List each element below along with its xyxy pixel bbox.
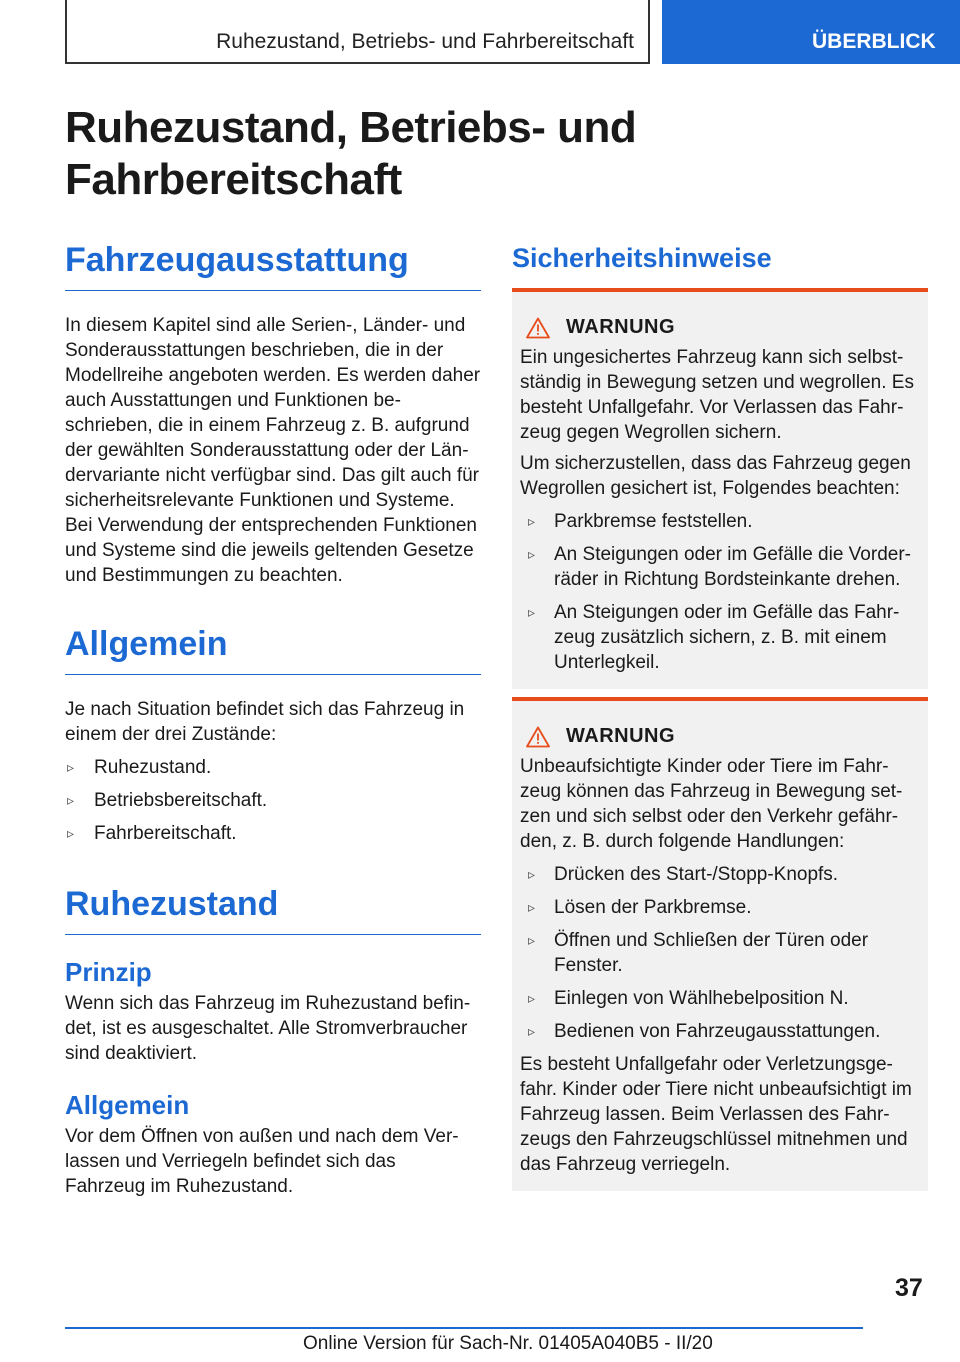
warning-label: WARNUNG bbox=[566, 316, 676, 338]
heading-ruhezustand: Ruhezustand bbox=[65, 884, 481, 935]
warning-text: Unbeaufsichtigte Kinder oder Tiere im Fahrzeug können das Fahrzeug in Bewegung setzen und sich selbst oder den Verkehr gefährden, z. B. durch folgende Handlungen: bbox=[520, 756, 903, 852]
warning-divider bbox=[512, 689, 928, 701]
list-item: ▹ Fahrbereitschaft. bbox=[67, 823, 237, 844]
list-item: ▹ Parkbremse feststellen. bbox=[528, 511, 753, 532]
warning-header bbox=[520, 316, 920, 339]
heading-allgemein-ruhezustand: Allgemein bbox=[65, 1090, 190, 1120]
triangle-bullet-icon: ▹ bbox=[67, 825, 75, 841]
text-prinzip: Wenn sich das Fahrzeug im Ruhezustand befindet, ist es ausgeschaltet. Alle Stromverbraucher sind deaktiviert. bbox=[65, 993, 471, 1064]
heading-prinzip: Prinzip bbox=[65, 957, 152, 987]
list-item: ▹ Betriebsbereitschaft. bbox=[67, 790, 268, 811]
heading-fahrzeugausstattung: Fahrzeugausstattung bbox=[65, 240, 481, 291]
list-item: ▹ Bedienen von Fahrzeugausstattungen. bbox=[528, 1021, 881, 1042]
warning-triangle-icon bbox=[526, 726, 550, 748]
triangle-bullet-icon: ▹ bbox=[67, 792, 75, 808]
warning-header bbox=[520, 725, 920, 748]
header-chapter-tab[interactable] bbox=[662, 0, 960, 64]
page-title-line-2: Fahrbereitschaft bbox=[65, 155, 402, 204]
triangle-bullet-icon: ▹ bbox=[528, 604, 536, 620]
right-column bbox=[512, 240, 928, 1191]
warning-box-2 bbox=[512, 701, 928, 1191]
warning-label: WARNUNG bbox=[566, 725, 676, 747]
page-title bbox=[65, 102, 765, 206]
list-item: ▹ Ruhezustand. bbox=[67, 757, 212, 778]
footer-version-text: Online Version für Sach-Nr. 01405A040B5 - II/20 bbox=[303, 1333, 713, 1354]
heading-allgemein: Allgemein bbox=[65, 624, 481, 675]
list-item: ▹ Lösen der Parkbremse. bbox=[528, 897, 752, 918]
triangle-bullet-icon: ▹ bbox=[67, 759, 75, 775]
list-item: ▹ An Steigungen oder im Gefälle das Fahrzeug zusätzlich sichern, z. B. mit einem Unterlegkeil. bbox=[528, 602, 900, 673]
page-number: 37 bbox=[895, 1274, 923, 1302]
list-zustaende bbox=[65, 755, 481, 846]
triangle-bullet-icon: ▹ bbox=[528, 932, 536, 948]
triangle-bullet-icon: ▹ bbox=[528, 866, 536, 882]
warning-text: Um sicherzustellen, dass das Fahrzeug gegen Wegrollen gesichert ist, Folgendes beachten: bbox=[520, 453, 911, 499]
list-item: ▹ Drücken des Start-/Stopp-Knopfs. bbox=[528, 864, 839, 885]
text-allgemein: Je nach Situation befindet sich das Fahrzeug in einem der drei Zustände: bbox=[65, 699, 465, 745]
left-column bbox=[65, 240, 481, 1199]
triangle-bullet-icon: ▹ bbox=[528, 899, 536, 915]
page-title-line-1: Ruhezustand, Betriebs- und bbox=[65, 103, 637, 152]
list-item: ▹ An Steigungen oder im Gefälle die Vorderräder in Richtung Bordsteinkante drehen. bbox=[528, 544, 911, 590]
header-section-title-box bbox=[65, 0, 650, 64]
warning-text: Ein ungesichertes Fahrzeug kann sich selbstständig in Bewegung setzen und wegrollen. Es besteht Unfallgefahr. Vor Verlassen das Fahrzeug gegen Wegrollen sichern. bbox=[520, 347, 914, 443]
warning-list bbox=[520, 509, 920, 675]
header-section-title: Ruhezustand, Betriebs- und Fahrbereitschaft bbox=[216, 30, 634, 53]
heading-sicherheitshinweise: Sicherheitshinweise bbox=[512, 240, 928, 292]
triangle-bullet-icon: ▹ bbox=[528, 990, 536, 1006]
list-item: ▹ Öffnen und Schließen der Türen oder Fenster. bbox=[528, 930, 869, 976]
list-item: ▹ Einlegen von Wählhebelposition N. bbox=[528, 988, 849, 1009]
text-fahrzeugausstattung: In diesem Kapitel sind alle Serien-, Länder- und Sonderausstattungen beschrieben, die in der Modellreihe angeboten werden. Es werden daher auch Ausstattungen und Funktionen beschrieben, die in einem Fahrzeug z. B. aufgrund der gewählten Sonderausstattung oder der Ländervariante nicht verfügbar sind. Das gilt auch für sicherheitsrelevante Funktionen und Systeme. Bei Verwendung der entsprechenden Funktionen und Systeme sind die jeweils geltenden Gesetze und Bestimmungen zu beachten. bbox=[65, 315, 481, 586]
triangle-bullet-icon: ▹ bbox=[528, 513, 536, 529]
warning-list bbox=[520, 862, 920, 1044]
header-tab-label: ÜBERBLICK bbox=[812, 30, 936, 53]
warning-text: Es besteht Unfallgefahr oder Verletzungsgefahr. Kinder oder Tiere nicht unbeaufsichtigt im Fahrzeug lassen. Beim Verlassen des Fahrzeugs den Fahrzeugschlüssel mitnehmen und das Fahrzeug verriegeln. bbox=[520, 1054, 912, 1175]
triangle-bullet-icon: ▹ bbox=[528, 1023, 536, 1039]
text-allgemein-ruhezustand: Vor dem Öffnen von außen und nach dem Verlassen und Verriegeln befindet sich das Fahrzeug im Ruhezustand. bbox=[65, 1126, 459, 1197]
footer-divider bbox=[65, 1327, 863, 1329]
warning-box-1 bbox=[512, 292, 928, 689]
triangle-bullet-icon: ▹ bbox=[528, 546, 536, 562]
warning-triangle-icon bbox=[526, 317, 550, 339]
